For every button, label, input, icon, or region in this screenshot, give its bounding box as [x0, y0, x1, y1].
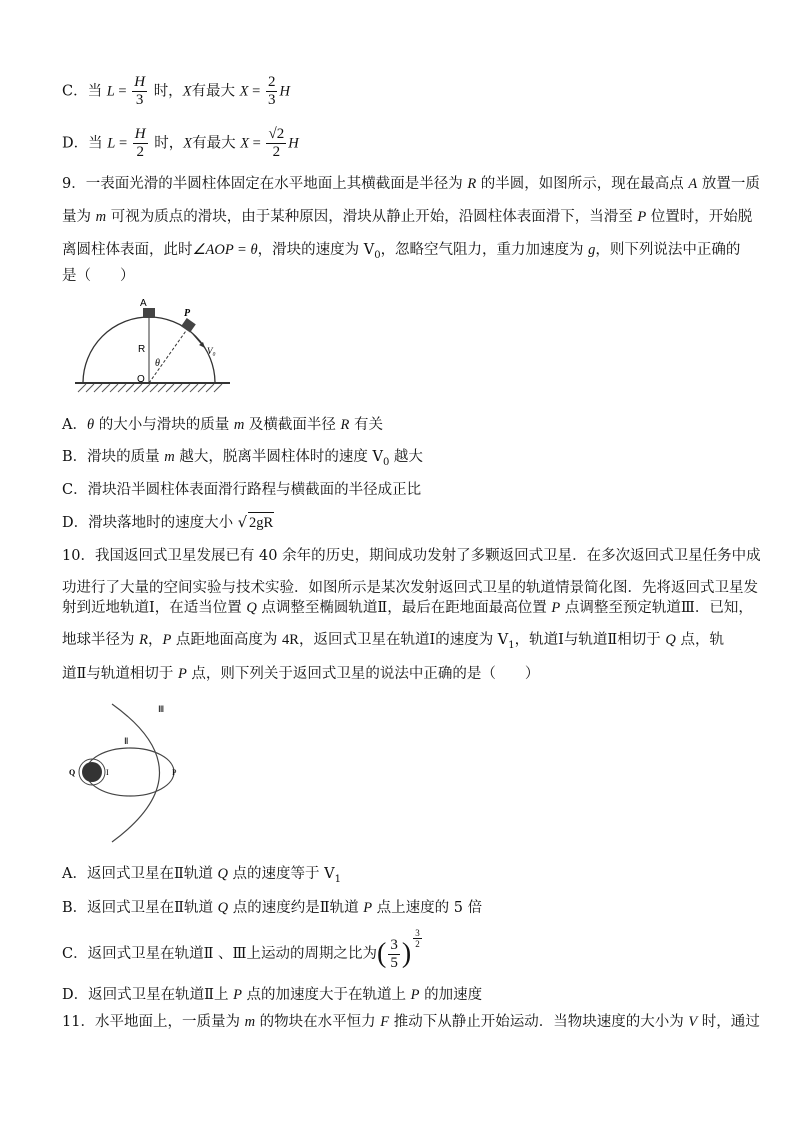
q9-option-b: B．滑块的质量 m 越大，脱离半圆柱体时的速度 $V_0$ 越大 [62, 449, 423, 468]
q9-half-cylinder-figure [70, 298, 240, 398]
q9-stem-line-4: 是（ ） [62, 268, 135, 284]
q10-stem-line-5: 道Ⅱ与轨道相切于 P 点，则下列关于返回式卫星的说法中正确的是（ ） [62, 666, 540, 682]
q9-stem-line-2: 量为 m 可视为质点的滑块，由于某种原因，滑块从静止开始，沿圆柱体表面滑下，当滑至 P 位置时，开始脱 [62, 209, 753, 225]
q10-stem-line-3: 射到近地轨道Ⅰ，在适当位置 Q 点调整至椭圆轨道Ⅱ，最后在距地面最高位置 P 点调整至预定轨道Ⅲ．已知， [62, 600, 753, 616]
q9-option-c: C．滑块沿半圆柱体表面滑行路程与横截面的半径成正比 [62, 482, 422, 498]
q11-stem-line-1: 11．水平地面上，一质量为 m 的物块在水平恒力 F 推动下从静止开始运动．当物块速度的大小为 V 时，通过 [62, 1014, 760, 1030]
orbit-iii-label: Ⅲ [158, 704, 165, 714]
q10-stem-line-2: 功进行了大量的空间实验与技术实验．如图所示是某次发射返回式卫星的轨道情景简化图．先将返回式卫星发 [62, 580, 758, 596]
point-p-label: P [172, 768, 177, 777]
q9-option-a: A．θ 的大小与滑块的质量 m 及横截面半径 R 有关 [62, 417, 383, 433]
v0-label: V₀ [207, 346, 216, 356]
q8-option-c: C．当 L = $\frac{H}{3}$ 时，X有最大 X = $\frac{2}{3}$ H [62, 74, 290, 108]
fraction-2-over-3: $\frac{2}{3}$ [267, 74, 276, 108]
q10-option-a: A．返回式卫星在Ⅱ轨道 Q 点的速度等于 $V_1$ [62, 866, 341, 885]
q10-stem-line-1: 10．我国返回式卫星发展已有 40 余年的历史，期间成功发射了多颗返回式卫星．在多次返回式卫星任务中成 [62, 548, 761, 564]
exponent-3-over-2: $\frac{3}{2}$ [415, 928, 420, 949]
q10-option-b: B．返回式卫星在Ⅱ轨道 Q 点的速度约是Ⅱ轨道 P 点上速度的 5 倍 [62, 900, 483, 916]
orbit-ii-label: Ⅱ [124, 736, 129, 746]
point-a-label: A [140, 298, 147, 309]
q10-option-d: D．返回式卫星在轨道Ⅱ上 P 点的加速度大于在轨道上 P 的加速度 [62, 987, 483, 1003]
q10-stem-line-4: 地球半径为 R，P 点距地面高度为 4R，返回式卫星在轨道Ⅰ的速度为 $V_1$，轨道Ⅰ与轨道Ⅱ相切于 Q 点，轨 [62, 632, 724, 651]
q10-option-c: C．返回式卫星在轨道Ⅱ 、Ⅲ上运动的周期之比为( $\frac{3}{5}$ ) $\frac{3}{2}$ [62, 928, 420, 971]
orbit-i-label: I [106, 768, 109, 777]
q10-orbit-figure [62, 700, 192, 850]
fraction-sqrt2-over-2: $\frac{√2}{2}$ [268, 126, 285, 160]
theta-label: θ [155, 358, 160, 369]
fraction-3-over-5: $\frac{3}{5}$ [390, 936, 398, 971]
point-o-label: O [137, 374, 145, 385]
q8-option-d: D．当 L = $\frac{H}{2}$ 时，X有最大 X = $\frac{√2}{2}$ H [62, 126, 299, 160]
point-q-label: Q [69, 768, 76, 777]
radius-label: R [138, 344, 146, 355]
point-p-label: P [184, 308, 191, 319]
q9-stem-line-1: 9．一表面光滑的半圆柱体固定在水平地面上其横截面是半径为 R 的半圆，如图所示，现在最高点 A 放置一质 [62, 176, 760, 192]
q9-option-d: D．滑块落地时的速度大小 √ 2gR [62, 512, 274, 533]
q9-stem-line-3: 离圆柱体表面，此时∠AOP = θ，滑块的速度为 $V_0$，忽略空气阻力，重力加速度为 g，则下列说法中正确的 [62, 242, 741, 261]
fraction-h-over-3: $\frac{H}{3}$ [134, 74, 146, 108]
fraction-h-over-2: $\frac{H}{2}$ [134, 126, 146, 160]
